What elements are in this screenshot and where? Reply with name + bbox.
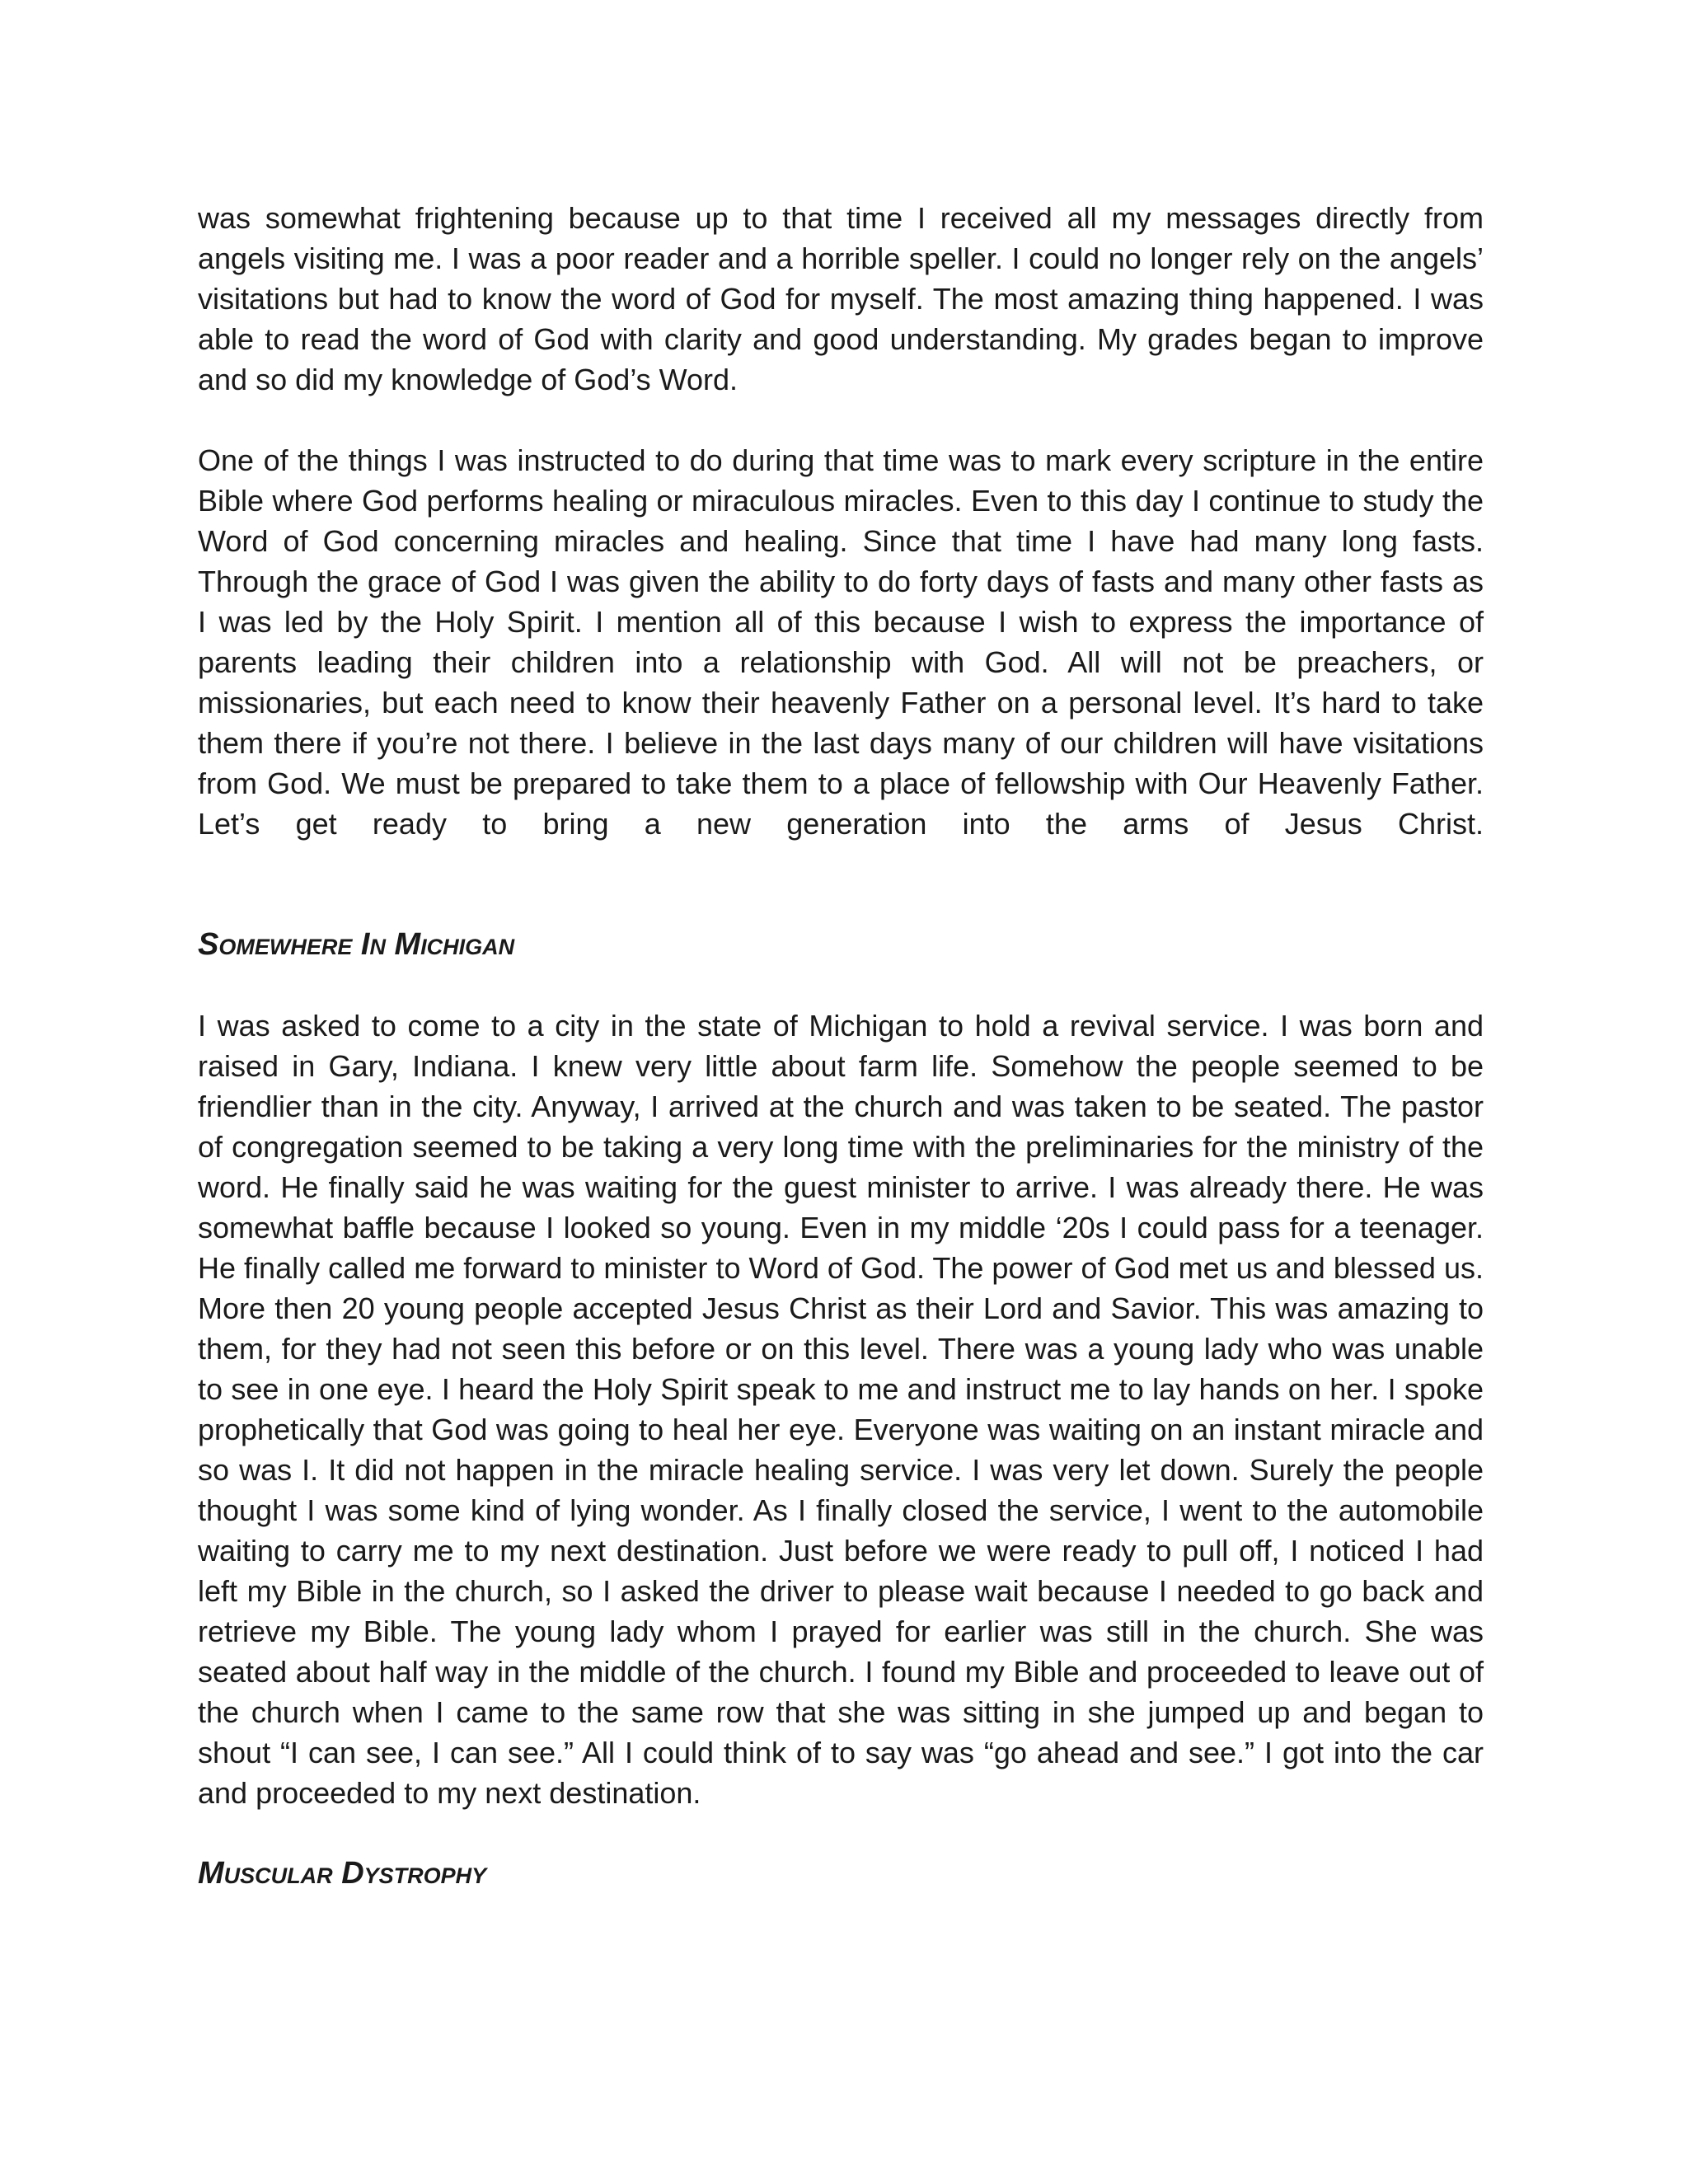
section-heading-muscular-dystrophy: Muscular Dystrophy	[198, 1856, 487, 1891]
paragraph-fasting-and-parents: One of the things I was instructed to do during that time was to mark every scripture in the entire Bible where God performs healing or miraculous miracles. Even to this day I continue to study the Word of God concerning miracles and healing. Since that time I have had many long fasts. Through the grace of God I was given the ability to do forty days of fasts and many other fasts as I was led by the Holy Spirit. I mention all of this because I wish to express the importance of parents leading their children into a relationship with God. All will not be preachers, or missionaries, but each need to know their heavenly Father on a personal level. It’s hard to take them there if you’re not there. I believe in the last days many of our children will have visitations from God. We must be prepared to take them to a place of fellowship with Our Heavenly Father. Let’s get ready to bring a new generation into the arms of Jesus Christ.	[198, 443, 1484, 841]
paragraph-intro-continued: was somewhat frightening because up to that time I received all my messages directly from angels visiting me. I was a poor reader and a horrible speller. I could no longer rely on the angels’ visitations but had to know the word of God for myself. The most amazing thing happened. I was able to read the word of God with clarity and good understanding. My grades began to improve and so did my knowledge of God’s Word.	[198, 201, 1484, 396]
paragraph-michigan-revival: I was asked to come to a city in the state of Michigan to hold a revival service. I was born and raised in Gary, Indiana. I knew very little about farm life. Somehow the people seemed to be friendlier than in the city. Anyway, I arrived at the church and was taken to be seated. The pastor of congregation seemed to be taking a very long time with the preliminaries for the ministry of the word. He finally said he was waiting for the guest minister to arrive. I was already there. He was somewhat baffle because I looked so young. Even in my middle ‘20s I could pass for a teenager. He finally called me forward to minister to Word of God. The power of God met us and blessed us. More then 20 young people accepted Jesus Christ as their Lord and Savior. This was amazing to them, for they had not seen this before or on this level. There was a young lady who was unable to see in one eye. I heard the Holy Spirit speak to me and instruct me to lay hands on her. I spoke prophetically that God was going to heal her eye. Everyone was waiting on an instant miracle and so was I. It did not happen in the miracle healing service. I was very let down. Surely the people thought I was some kind of lying wonder. As I finally closed the service, I went to the automobile waiting to carry me to my next destination. Just before we were ready to pull off, I noticed I had left my Bible in the church, so I asked the driver to please wait because I needed to go back and retrieve my Bible. The young lady whom I prayed for earlier was still in the church. She was seated about half way in the middle of the church. I found my Bible and proceeded to leave out of the church when I came to the same row that she was sitting in she jumped up and began to shout “I can see, I can see.” All I could think of to say was “go ahead and see.” I got into the car and proceeded to my next destination.	[198, 1009, 1484, 1810]
page-content	[198, 198, 1484, 1934]
section-heading-somewhere-in-michigan: Somewhere In Michigan	[198, 927, 515, 962]
